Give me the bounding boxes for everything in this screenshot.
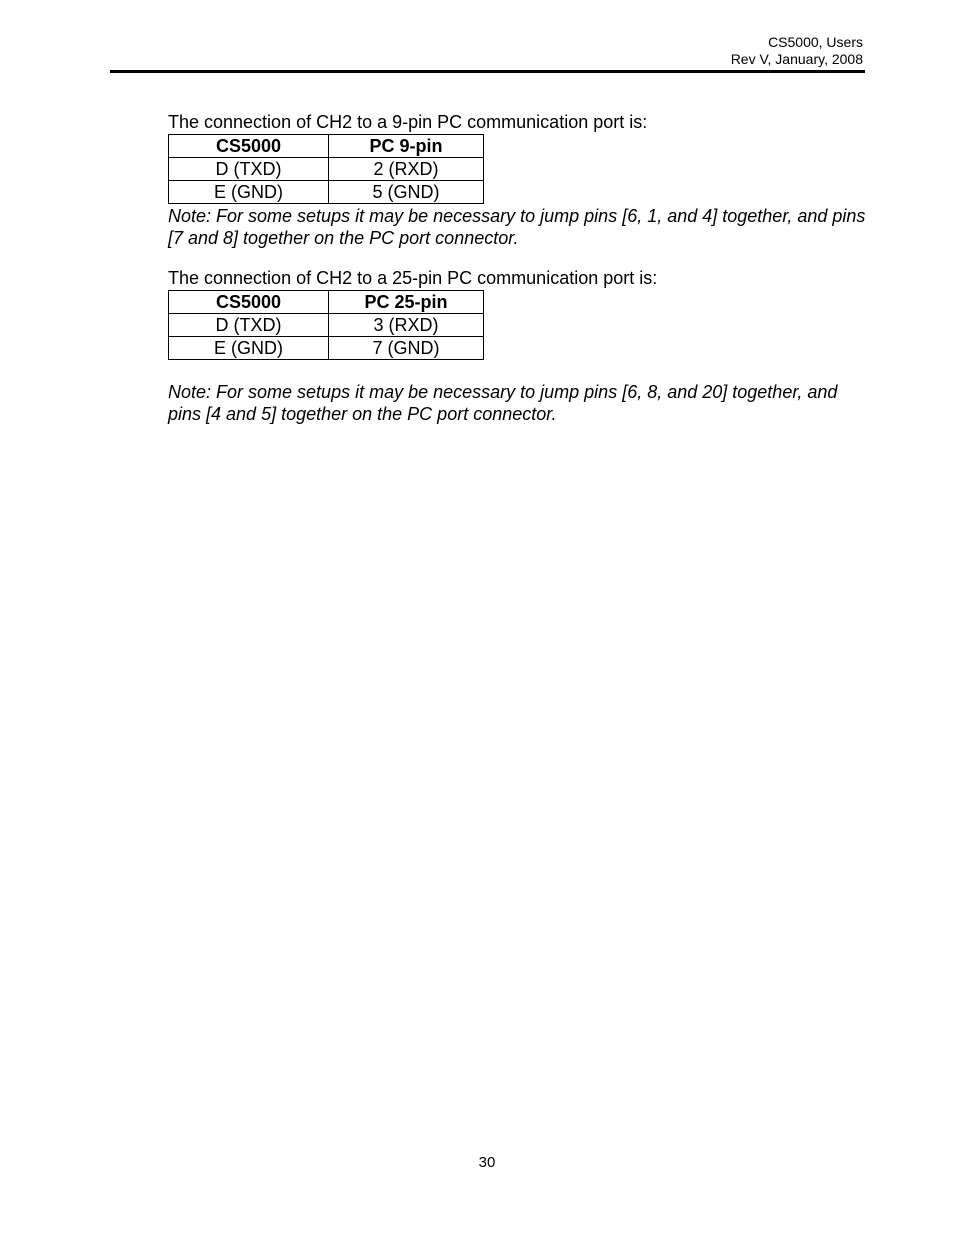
column-header-cs5000: CS5000 <box>169 135 329 158</box>
table-cell: D (TXD) <box>169 314 329 337</box>
page-number: 30 <box>478 1154 496 1171</box>
table-row <box>169 314 484 337</box>
table-row <box>169 337 484 360</box>
table-row <box>169 158 484 181</box>
column-header-cs5000: CS5000 <box>169 291 329 314</box>
table-9pin <box>168 134 484 204</box>
header-revision: Rev V, January, 2008 <box>730 51 863 67</box>
section-25pin-note: Note: For some setups it may be necessary to jump pins [6, 8, and 20] together, and pins [4 and 5] together on the PC port connector. <box>168 382 838 424</box>
table-cell: E (GND) <box>169 337 329 360</box>
table-cell: D (TXD) <box>169 158 329 181</box>
section-25pin-intro: The connection of CH2 to a 25-pin PC communication port is: <box>168 268 658 288</box>
section-9pin <box>168 112 868 249</box>
section-25pin <box>168 268 868 425</box>
header-doc-title: CS5000, Users <box>768 34 863 50</box>
header-rule <box>110 70 865 73</box>
section-9pin-intro: The connection of CH2 to a 9-pin PC communication port is: <box>168 112 648 132</box>
table-header-row <box>169 135 484 158</box>
column-header-pc-25pin: PC 25-pin <box>329 291 484 314</box>
table-cell: 2 (RXD) <box>329 158 484 181</box>
page-header <box>110 34 863 68</box>
table-row <box>169 181 484 204</box>
column-header-pc-9pin: PC 9-pin <box>329 135 484 158</box>
table-cell: 5 (GND) <box>329 181 484 204</box>
table-cell: 7 (GND) <box>329 337 484 360</box>
table-header-row <box>169 291 484 314</box>
table-cell: 3 (RXD) <box>329 314 484 337</box>
section-9pin-note: Note: For some setups it may be necessary to jump pins [6, 1, and 4] together, and pins [7 and 8] together on the PC port connector. <box>168 206 866 248</box>
table-25pin <box>168 290 484 360</box>
table-cell: E (GND) <box>169 181 329 204</box>
